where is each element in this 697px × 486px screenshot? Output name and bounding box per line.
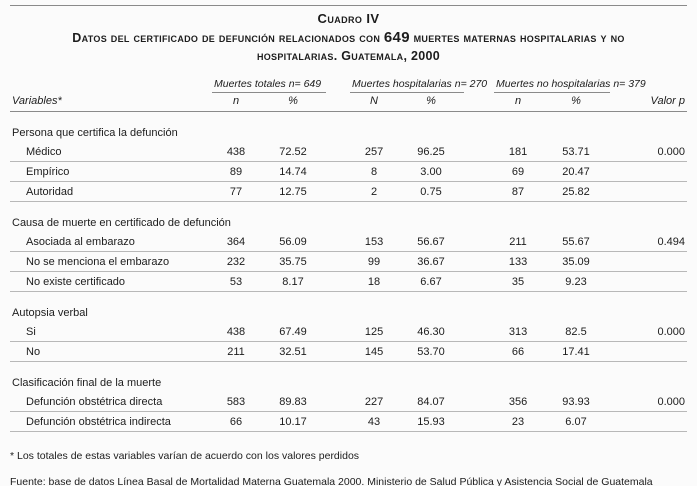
spacer-cell: [464, 271, 494, 291]
cell-n-total: 211: [212, 341, 260, 361]
cell-n-total: 66: [212, 411, 260, 431]
cell-n-total: 77: [212, 181, 260, 201]
row-label: No existe certificado: [10, 271, 212, 291]
cell-pct-hosp: 56.67: [398, 232, 464, 252]
table-title: Cuadro IV: [317, 11, 380, 26]
spacer-cell: [610, 341, 618, 361]
spacer-cell: [326, 142, 350, 162]
cell-n-nohosp: 211: [494, 232, 542, 252]
section-header: Clasificación final de la muerte: [12, 376, 162, 389]
spacer-cell: [326, 392, 350, 412]
valor-p-header: Valor p: [618, 92, 687, 111]
cell-pct-hosp: 6.67: [398, 271, 464, 291]
spacer-cell: [326, 232, 350, 252]
section-row: [10, 201, 687, 232]
spacer-cell: [326, 92, 350, 111]
cell-n-hosp: 257: [350, 142, 398, 162]
spacer-cell: [610, 232, 618, 252]
data-table: [10, 70, 687, 432]
cell-pct-total: 72.52: [260, 142, 326, 162]
spacer-cell: [464, 322, 494, 342]
spacer-cell: [610, 142, 618, 162]
cell-n-nohosp: 313: [494, 322, 542, 342]
cell-pct-nohosp: 25.82: [542, 181, 610, 201]
spacer-cell: [610, 181, 618, 201]
cell-n-hosp: 153: [350, 232, 398, 252]
spacer-cell: [326, 181, 350, 201]
table-footnote: * Los totales de estas variables varían de acuerdo con los valores perdidos: [10, 449, 360, 462]
cell-pct-nohosp: 9.23: [542, 271, 610, 291]
row-label: Si: [10, 322, 212, 342]
row-label: No: [10, 341, 212, 361]
row-label: Autoridad: [10, 181, 212, 201]
cell-n-hosp: 145: [350, 341, 398, 361]
row-label: Empírico: [10, 161, 212, 181]
cell-n-hosp: 125: [350, 322, 398, 342]
cell-n-hosp: 227: [350, 392, 398, 412]
cell-pct-hosp: 96.25: [398, 142, 464, 162]
table-row: [10, 181, 687, 201]
spacer-cell: [610, 411, 618, 431]
cell-pct-nohosp: 82.5: [542, 322, 610, 342]
section-row: [10, 291, 687, 322]
subheader-row: [10, 92, 687, 111]
spacer-cell: [610, 392, 618, 412]
cell-n-hosp: 43: [350, 411, 398, 431]
cell-pct-nohosp: 6.07: [542, 411, 610, 431]
cell-n-nohosp: 87: [494, 181, 542, 201]
spacer-cell: [464, 232, 494, 252]
cell-n-nohosp: 35: [494, 271, 542, 291]
section-row: [10, 111, 687, 142]
spacer-cell: [464, 142, 494, 162]
section-header: Causa de muerte en certificado de defunción: [12, 216, 231, 229]
spacer-cell: [610, 251, 618, 271]
group-header-no-hospitalarias: Muertes no hospitalarias n= 379: [494, 70, 610, 93]
cell-pct-nohosp: 20.47: [542, 161, 610, 181]
spacer-cell: [326, 322, 350, 342]
cell-pct-total: 10.17: [260, 411, 326, 431]
cell-pct-total: 8.17: [260, 271, 326, 291]
spacer-cell: [464, 92, 494, 111]
cell-pct-total: 32.51: [260, 341, 326, 361]
spacer-cell: [464, 181, 494, 201]
group-header-totales: Muertes totales n= 649: [212, 70, 326, 93]
spacer-cell: [610, 322, 618, 342]
cell-valor-p: [618, 271, 687, 291]
cell-pct-hosp: 0.75: [398, 181, 464, 201]
spacer-cell: [10, 70, 212, 93]
section-header: Persona que certifica la defunción: [12, 126, 178, 139]
col-n-totales: n: [212, 92, 260, 111]
cell-n-nohosp: 69: [494, 161, 542, 181]
col-pct-no-hospitalarias: %: [542, 92, 610, 111]
cell-pct-hosp: 36.67: [398, 251, 464, 271]
subtitle-pre: Datos del certificado de defunción relacionados con: [72, 31, 384, 45]
cell-pct-hosp: 3.00: [398, 161, 464, 181]
spacer-cell: [464, 411, 494, 431]
spacer-cell: [326, 161, 350, 181]
cell-n-nohosp: 181: [494, 142, 542, 162]
cell-n-nohosp: 66: [494, 341, 542, 361]
cell-n-nohosp: 23: [494, 411, 542, 431]
cell-pct-total: 89.83: [260, 392, 326, 412]
cell-n-nohosp: 133: [494, 251, 542, 271]
row-label: No se menciona el embarazo: [10, 251, 212, 271]
cell-pct-total: 35.75: [260, 251, 326, 271]
row-label: Médico: [10, 142, 212, 162]
table-row: [10, 142, 687, 162]
spacer-cell: [464, 161, 494, 181]
spacer-cell: [464, 341, 494, 361]
cell-valor-p: [618, 181, 687, 201]
table-source: Fuente: base de datos Línea Basal de Mortalidad Materna Guatemala 2000. Ministerio de Salud Pública y Asistencia Social de Guatemala: [10, 475, 653, 486]
col-n-no-hospitalarias: n: [494, 92, 542, 111]
cell-n-hosp: 8: [350, 161, 398, 181]
table-row: [10, 411, 687, 431]
cell-n-hosp: 18: [350, 271, 398, 291]
cell-valor-p: 0.494: [618, 232, 687, 252]
cell-pct-nohosp: 17.41: [542, 341, 610, 361]
cell-pct-hosp: 46.30: [398, 322, 464, 342]
cell-n-total: 364: [212, 232, 260, 252]
row-label: Defunción obstétrica directa: [10, 392, 212, 412]
spacer-cell: [610, 92, 618, 111]
cell-n-total: 438: [212, 322, 260, 342]
table-row: [10, 161, 687, 181]
spacer-cell: [326, 411, 350, 431]
cell-valor-p: [618, 251, 687, 271]
section-header: Autopsia verbal: [12, 306, 88, 319]
spacer-cell: [464, 251, 494, 271]
row-label: Defunción obstétrica indirecta: [10, 411, 212, 431]
variables-header: Variables*: [10, 92, 212, 111]
cell-pct-nohosp: 53.71: [542, 142, 610, 162]
table-row: [10, 232, 687, 252]
cell-n-nohosp: 356: [494, 392, 542, 412]
spacer-cell: [326, 251, 350, 271]
cell-valor-p: 0.000: [618, 142, 687, 162]
cell-valor-p: [618, 341, 687, 361]
cell-pct-hosp: 53.70: [398, 341, 464, 361]
spacer-cell: [326, 341, 350, 361]
table-row: [10, 392, 687, 412]
top-rule: [10, 5, 687, 6]
cell-pct-total: 14.74: [260, 161, 326, 181]
cell-n-total: 53: [212, 271, 260, 291]
spacer-cell: [326, 271, 350, 291]
subtitle-number: 649: [383, 29, 410, 46]
spacer-cell: [464, 392, 494, 412]
col-pct-hospitalarias: %: [398, 92, 464, 111]
subtitle-post: muertes maternas hospitalarias y no hospitalarias. Guatemala, 2000: [256, 31, 625, 63]
cell-valor-p: 0.000: [618, 322, 687, 342]
group-header-hospitalarias: Muertes hospitalarias n= 270: [350, 70, 464, 93]
row-label: Asociada al embarazo: [10, 232, 212, 252]
spacer-cell: [610, 271, 618, 291]
cell-pct-total: 56.09: [260, 232, 326, 252]
cell-pct-nohosp: 35.09: [542, 251, 610, 271]
cell-valor-p: [618, 411, 687, 431]
table-row: [10, 322, 687, 342]
cell-valor-p: 0.000: [618, 392, 687, 412]
spacer-cell: [326, 70, 350, 93]
cell-n-total: 232: [212, 251, 260, 271]
cell-pct-nohosp: 93.93: [542, 392, 610, 412]
table-row: [10, 341, 687, 361]
cell-n-total: 89: [212, 161, 260, 181]
table-row: [10, 271, 687, 291]
cell-pct-hosp: 84.07: [398, 392, 464, 412]
cell-valor-p: [618, 161, 687, 181]
cell-n-total: 438: [212, 142, 260, 162]
cell-pct-nohosp: 55.67: [542, 232, 610, 252]
table-subtitle: [66, 28, 631, 64]
col-n-hospitalarias: N: [350, 92, 398, 111]
section-row: [10, 361, 687, 392]
table-row: [10, 251, 687, 271]
cell-n-hosp: 2: [350, 181, 398, 201]
group-header-row: [10, 70, 687, 93]
spacer-cell: [610, 161, 618, 181]
cell-n-hosp: 99: [350, 251, 398, 271]
cell-pct-total: 67.49: [260, 322, 326, 342]
col-pct-totales: %: [260, 92, 326, 111]
cell-pct-total: 12.75: [260, 181, 326, 201]
cell-pct-hosp: 15.93: [398, 411, 464, 431]
cell-n-total: 583: [212, 392, 260, 412]
